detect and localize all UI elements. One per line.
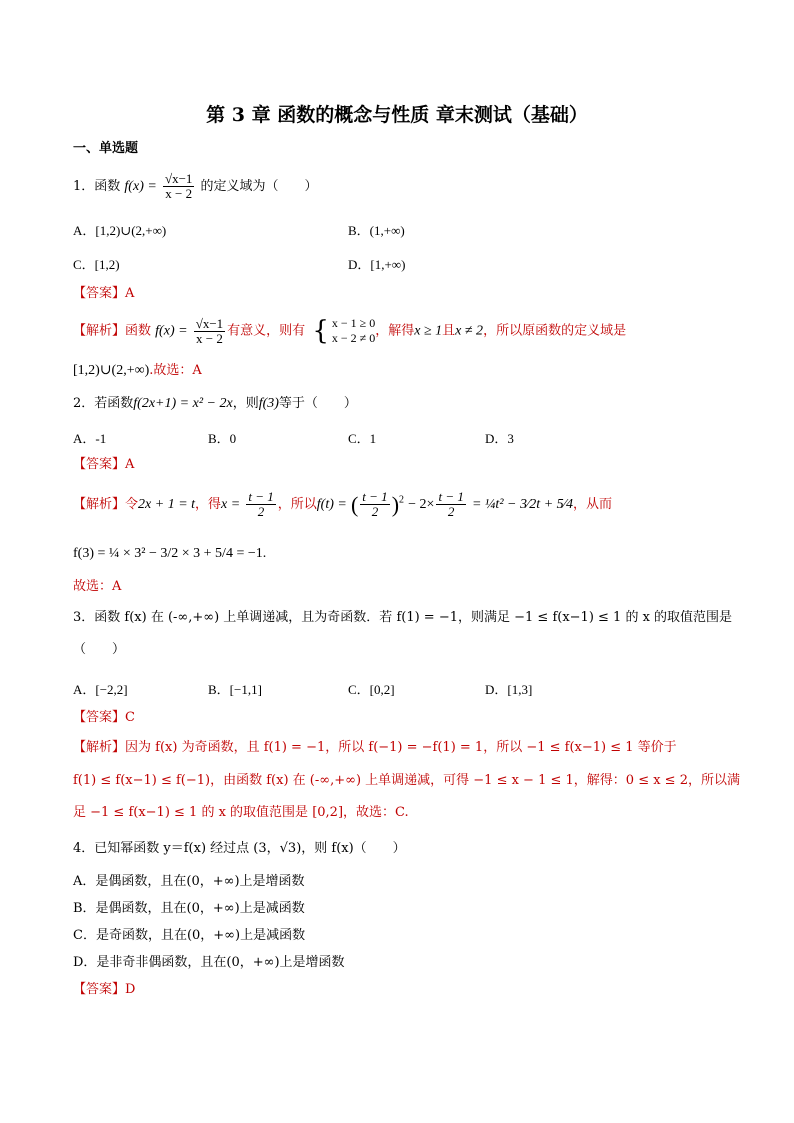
- answer-tag: 【答案】: [73, 710, 126, 725]
- q4-answer-value: D: [125, 982, 136, 997]
- q1-analysis-cond2: x ≠ 2: [455, 323, 484, 339]
- q1-option-b: B．(1,+∞): [348, 223, 405, 238]
- q3-option-a: A．[−2,2]: [73, 682, 128, 697]
- q4-option-c: C．是奇函数，且在(0，+∞)上是减函数: [73, 928, 306, 943]
- q2-option-d: D．3: [485, 431, 514, 446]
- q3-analysis-line3: 足 −1 ≤ f(x−1) ≤ 1 的 x 的取值范围是 [0,2]，故选：C.: [73, 805, 409, 820]
- q1-function: f(x) =: [124, 179, 157, 194]
- q2-analysis-fraction-2: [360, 490, 389, 519]
- q1-analysis-text-4: 且: [442, 323, 456, 339]
- q1-analysis-numerator: √x−1: [195, 315, 224, 331]
- q1-analysis-function: f(x) =: [155, 323, 188, 339]
- answer-tag: 【答案】: [73, 457, 126, 472]
- q2-answer: [73, 456, 134, 473]
- q1-answer: [73, 285, 134, 302]
- q3-option-b: B．[−1,1]: [208, 682, 262, 697]
- analysis-tag: 【解析】: [73, 740, 126, 755]
- q2-fraction3-numerator: t − 1: [438, 489, 464, 504]
- q2-fraction-denominator: 2: [257, 504, 265, 519]
- q2-option-c: C．1: [348, 431, 377, 446]
- question-4-stem: 4．已知幂函数 y＝f(x) 经过点 (3，√3)，则 f(x)（ ）: [73, 841, 406, 856]
- q2-analysis-line1: [73, 490, 612, 519]
- q1-analysis-line1: [73, 316, 626, 346]
- q1-stem-suffix: 的定义域为（ ）: [200, 179, 318, 194]
- question-1-stem: [73, 172, 318, 201]
- q2-stem-mid: ，则: [232, 396, 259, 411]
- brace-icon: {: [312, 316, 329, 346]
- q2-analysis-text: 令: [125, 497, 139, 512]
- q2-analysis-ft: f(t) =: [316, 497, 347, 512]
- q2-answer-value: A: [125, 457, 135, 472]
- q3-answer-value: C: [125, 710, 135, 725]
- q2-minus-2x: − 2×: [408, 497, 435, 512]
- q2-fraction2-denominator: 2: [371, 504, 379, 519]
- q3-analysis-text-1: 因为 f(x) 为奇函数，且 f(1) = −1，所以 f(−1) = −f(1) = 1，所以 −1 ≤ f(x−1) ≤ 1 等价于: [125, 740, 677, 755]
- q2-fraction2-numerator: t − 1: [362, 489, 388, 504]
- q4-answer: [73, 981, 135, 998]
- q2-option-b: B．0: [208, 431, 237, 446]
- q4-option-b: B．是偶函数，且在(0，+∞)上是减函数: [73, 901, 305, 916]
- q3-option-c: C．[0,2]: [348, 682, 395, 697]
- q2-stem-suffix: 等于（ ）: [278, 396, 357, 411]
- q1-analysis-text: 函数: [125, 323, 152, 339]
- q1-analysis-text-2: 有意义，则有: [227, 323, 306, 339]
- q2-analysis-line2: f(3) = ¼ × 3² − 3/2 × 3 + 5/4 = −1.: [73, 546, 267, 561]
- section-heading: 一、单选题: [73, 141, 139, 156]
- q1-option-d: D．[1,+∞): [348, 257, 406, 272]
- q2-choose: 故选：A: [73, 579, 122, 594]
- q1-analysis-cond1: x ≥ 1: [414, 323, 443, 339]
- q3-analysis-line1: [73, 739, 677, 756]
- answer-tag: 【答案】: [73, 982, 126, 997]
- q3-option-d: D．[1,3]: [485, 682, 533, 697]
- q1-stem-prefix: 1．函数: [73, 179, 121, 194]
- q2-expression: f(2x+1) = x² − 2x: [133, 396, 233, 411]
- q2-analysis-text-2: ，得: [195, 497, 222, 512]
- analysis-tag: 【解析】: [73, 323, 126, 339]
- q1-option-c: C．[1,2): [73, 257, 120, 272]
- page-title: 第 3 章 函数的概念与性质 章末测试（基础）: [206, 104, 588, 126]
- q2-square: 2: [399, 494, 405, 506]
- q3-analysis-line2: f(1) ≤ f(x−1) ≤ f(−1)，由函数 f(x) 在 (-∞,+∞) 上单调递减，可得 −1 ≤ x − 1 ≤ 1，解得：0 ≤ x ≤ 2，所以满: [73, 773, 740, 788]
- q1-analysis-text-3: ，解得: [375, 323, 415, 339]
- q1-analysis-domain: [1,2)∪(2,+∞): [73, 363, 150, 378]
- q2-analysis-fraction: [246, 490, 275, 519]
- q1-analysis-denominator: x − 2: [196, 330, 223, 346]
- q2-stem-prefix: 2．若函数: [73, 396, 134, 411]
- q2-analysis-text-3: ，所以: [277, 497, 317, 512]
- q1-answer-value: A: [125, 286, 135, 301]
- answer-tag: 【答案】: [73, 286, 126, 301]
- q1-fraction-denominator: x − 2: [165, 186, 193, 201]
- q3-answer: [73, 709, 135, 726]
- paren-close-icon: ): [391, 492, 400, 517]
- q2-fraction3-denominator: 2: [447, 504, 455, 519]
- q1-fraction: [163, 172, 194, 201]
- paren-open-icon: (: [350, 492, 359, 517]
- q2-f3: f(3): [258, 396, 279, 411]
- q4-option-d: D．是非奇非偶函数，且在(0，+∞)上是增函数: [73, 955, 345, 970]
- q2-option-a: A．-1: [73, 431, 107, 446]
- q2-analysis-sub: 2x + 1 = t: [138, 497, 196, 512]
- q1-analysis-choose: .故选：A: [149, 363, 202, 378]
- question-2-stem: [73, 395, 357, 412]
- analysis-tag: 【解析】: [73, 497, 126, 512]
- q1-system-1: x − 1 ≥ 0: [331, 316, 376, 330]
- q4-option-a: A．是偶函数，且在(0，+∞)上是增函数: [73, 874, 305, 889]
- q1-option-a: A．[1,2)∪(2,+∞): [73, 223, 167, 238]
- q2-analysis-fraction-3: [436, 490, 465, 519]
- q1-analysis-fraction: [194, 317, 225, 346]
- q1-analysis-line2: [73, 362, 202, 379]
- q1-system-2: x − 2 ≠ 0: [331, 331, 376, 345]
- question-3-stem: 3．函数 f(x) 在 (-∞,+∞) 上单调递减，且为奇函数．若 f(1) = −1，则满足 −1 ≤ f(x−1) ≤ 1 的 x 的取值范围是: [73, 610, 733, 625]
- q2-analysis-text-4: ，从而: [572, 497, 612, 512]
- q1-fraction-numerator: √x−1: [164, 171, 193, 186]
- q1-analysis-text-5: ，所以原函数的定义域是: [483, 323, 627, 339]
- q2-fraction-numerator: t − 1: [248, 489, 274, 504]
- q2-analysis-x: x =: [221, 497, 241, 512]
- question-3-stem-2: （ ）: [73, 642, 126, 657]
- q2-result: = ¼t² − 3⁄2t + 5⁄4: [471, 497, 573, 512]
- q1-system: [332, 316, 375, 346]
